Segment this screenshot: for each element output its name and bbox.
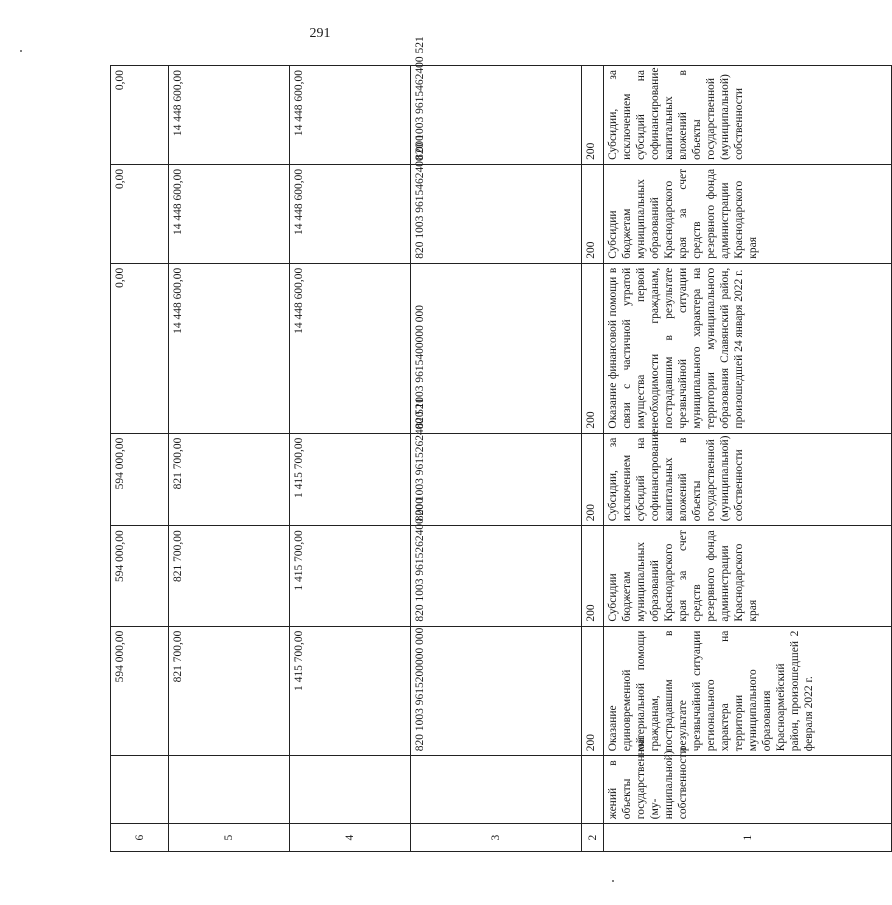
table-row-col-6 <box>111 66 169 852</box>
cell-col-6-row-2: 594 000,00 <box>111 626 169 756</box>
table-row-col-2 <box>582 66 604 852</box>
cell-col-1-row-7: Субсидии, за исключением субсидий на софинансирование капитальных вложений в объекты государственной (муниципальной) собственности <box>604 66 892 165</box>
budget-table <box>110 36 892 852</box>
cell-col-4-row-3: 1 415 700,00 <box>290 526 411 626</box>
cell-col-3-row-1 <box>411 756 582 824</box>
cell-col-5-row-6: 14 448 600,00 <box>169 164 290 263</box>
cell-col-4-row-1 <box>290 756 411 824</box>
cell-col-3-row-2: 820 1003 9615200000 000 <box>411 626 582 756</box>
cell-col-4-row-5: 14 448 600,00 <box>290 263 411 433</box>
page-number: 291 <box>309 26 331 41</box>
cell-col-5-row-7: 14 448 600,00 <box>169 66 290 165</box>
table-row-col-1 <box>604 66 892 852</box>
cell-col-4-row-7: 14 448 600,00 <box>290 66 411 165</box>
cell-col-2-row-6: 200 <box>582 164 604 263</box>
scan-speck <box>612 880 614 882</box>
cell-col-2-row-4: 200 <box>582 433 604 526</box>
cell-col-2-row-7: 200 <box>582 66 604 165</box>
cell-col-1-row-4: Субсидии, за исключением субсидий на софинансирование капитальных вложений в объекты государственной (муниципальной) собственности <box>604 433 892 526</box>
table-row-col-4 <box>290 66 411 852</box>
cell-col-5-row-3: 821 700,00 <box>169 526 290 626</box>
cell-col-5-row-1 <box>169 756 290 824</box>
cell-col-3-row-5: 820 1003 9615400000 000 <box>411 263 582 433</box>
header-col-3: 3 <box>411 824 582 852</box>
cell-col-1-row-6: Субсидии бюджетам муниципальных образований Краснодарского края за счет средств резервного фонда администрации Краснодарского края <box>604 164 892 263</box>
table-row-col-3 <box>411 66 582 852</box>
scan-speck <box>20 50 22 52</box>
header-col-1: 1 <box>604 824 892 852</box>
header-col-4: 4 <box>290 824 411 852</box>
cell-col-1-row-2: Оказание единовременной материальной помощи гражданам, пострадавшим в результате чрезвычайной ситуации регионального характера на территории муниципального образования Красноармейский район, произошедшей 2 февраля 2022 г. <box>604 626 892 756</box>
cell-col-5-row-2: 821 700,00 <box>169 626 290 756</box>
header-col-2: 2 <box>582 824 604 852</box>
cell-col-2-row-5: 200 <box>582 263 604 433</box>
cell-col-4-row-4: 1 415 700,00 <box>290 433 411 526</box>
cell-col-6-row-6: 0,00 <box>111 164 169 263</box>
cell-col-3-row-6: 820 1003 9615462400 000 <box>411 164 582 263</box>
cell-col-5-row-5: 14 448 600,00 <box>169 263 290 433</box>
cell-col-4-row-2: 1 415 700,00 <box>290 626 411 756</box>
cell-col-1-row-5: Оказание финансовой помощи в связи с частичной утратой имущества первой необходимости гражданам, пострадавшим в результате чрезвычайной ситуации муниципального характера на территории муниципального образования Славянский район, произошедшей 24 января 2022 г. <box>604 263 892 433</box>
cell-col-2-row-2: 200 <box>582 626 604 756</box>
cell-col-2-row-1 <box>582 756 604 824</box>
cell-col-6-row-5: 0,00 <box>111 263 169 433</box>
cell-col-1-row-3: Субсидии бюджетам муниципальных образований Краснодарского края за счет средств резервного фонда администрации Краснодарского края <box>604 526 892 626</box>
cell-col-6-row-1 <box>111 756 169 824</box>
cell-col-6-row-3: 594 000,00 <box>111 526 169 626</box>
cell-col-6-row-4: 594 000,00 <box>111 433 169 526</box>
cell-col-4-row-6: 14 448 600,00 <box>290 164 411 263</box>
cell-col-1-row-1: жений в объекты государственной (му-ниципальной) собственности <box>604 756 892 824</box>
cell-col-2-row-3: 200 <box>582 526 604 626</box>
cell-col-3-row-4: 820 1003 9615262400 521 <box>411 433 582 526</box>
cell-col-6-row-7: 0,00 <box>111 66 169 165</box>
cell-col-5-row-4: 821 700,00 <box>169 433 290 526</box>
cell-col-3-row-7: 820 1003 9615462400 521 <box>411 66 582 165</box>
header-col-6: 6 <box>111 824 169 852</box>
header-col-5: 5 <box>169 824 290 852</box>
table-row-col-5 <box>169 66 290 852</box>
rotated-table-sheet <box>110 36 815 852</box>
cell-col-3-row-3: 820 1003 9615262400 000 <box>411 526 582 626</box>
